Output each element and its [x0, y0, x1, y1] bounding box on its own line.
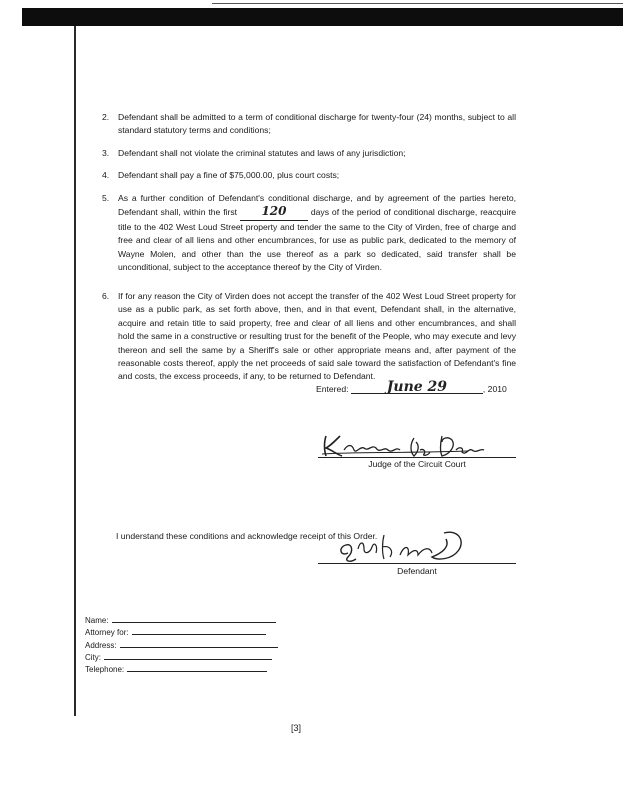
handwritten-date: June 29: [386, 379, 448, 395]
judge-title: Judge of the Circuit Court: [368, 459, 466, 469]
page-number: [3]: [291, 723, 302, 733]
info-label: Address:: [85, 640, 117, 650]
condition-item-2: [102, 111, 516, 138]
item-text: Defendant shall pay a fine of $75,000.00, plus court costs;: [118, 170, 340, 180]
item-text: [118, 192, 516, 274]
entered-date-blank: [351, 381, 483, 394]
item-number: 4.: [102, 170, 110, 180]
info-label: Attorney for:: [85, 628, 129, 638]
entered-year: , 2010: [482, 384, 507, 394]
address-field-line[interactable]: [120, 638, 278, 648]
item-text: Defendant shall not violate the criminal statutes and laws of any jurisdiction;: [118, 148, 406, 158]
condition-item-6: [102, 290, 516, 384]
left-margin-rule: [74, 26, 76, 716]
info-row-city: [85, 650, 278, 662]
telephone-field-line[interactable]: [127, 662, 267, 672]
city-field-line[interactable]: [104, 650, 272, 660]
judge-signature: [318, 432, 516, 458]
top-rule: [212, 3, 623, 4]
entered-label: Entered:: [316, 384, 349, 394]
item-text-after: days of the period of conditional discharge, reacquire title to the 402 West Loud Street property and tender the same to the City of Virden, free of charge and free and clear of all liens and other encumbrances, for use as public park, dedicated to the memory of Wayne Molen, and other than the use thereof as a park so dedicated, said transfer shall be unconditional, subject to the acceptance thereof by the City of Virden.: [118, 207, 517, 273]
condition-item-4: [102, 169, 516, 182]
item-text: If for any reason the City of Virden does not accept the transfer of the 402 West Loud Street property for use as a public park, as set forth above, then, and in that event, Defendant shall, in the alternative, acquire and retain title to said property, free and clear of all liens and other encumbrances, and shall hold the same in a constructive or resulting trust for the benefit of the People, who may execute and levy thereon and sell the same by a Sheriff's sale or other appropriate means and, after payment of the reasonable costs thereof, apply the net proceeds of said sale toward the satisfaction of Defendant's fine and costs, the excess proceeds, if any, to be returned to Defendant.: [118, 291, 516, 382]
defendant-signature: [334, 527, 474, 567]
defendant-label: Defendant: [397, 566, 437, 576]
info-label: Telephone:: [85, 665, 125, 675]
info-label: City:: [85, 652, 101, 662]
days-blank: [240, 205, 308, 220]
judge-signature-line: [318, 457, 516, 458]
info-label: Name:: [85, 616, 109, 625]
info-row-telephone: [85, 662, 278, 674]
attorney-field-line[interactable]: [132, 625, 266, 635]
info-row-attorney: [85, 625, 278, 637]
item-number: 2.: [102, 112, 110, 122]
item-number: 5.: [102, 193, 110, 203]
entered-line: [316, 381, 507, 394]
item-text: Defendant shall be admitted to a term of conditional discharge for twenty-four (24) months, subject to all standard statutory terms and conditions;: [118, 112, 516, 136]
item-number: 6.: [102, 291, 110, 301]
info-row-name: [85, 613, 278, 625]
defendant-signature-line: [318, 563, 516, 564]
info-row-address: [85, 638, 278, 650]
acknowledgement-text: I understand these conditions and acknowledge receipt of this Order.: [116, 531, 378, 541]
handwritten-days: 120: [261, 204, 287, 219]
contact-info-block: [85, 613, 278, 674]
scan-header-bar: [22, 8, 623, 26]
condition-item-5: [102, 192, 516, 274]
item-number: 3.: [102, 148, 110, 158]
condition-item-3: [102, 147, 516, 160]
name-field-line[interactable]: [112, 613, 276, 623]
item-text-before: As a further condition of Defendant's conditional discharge, and by agreement of the parties hereto, Defendant shall, within the first: [118, 193, 516, 218]
